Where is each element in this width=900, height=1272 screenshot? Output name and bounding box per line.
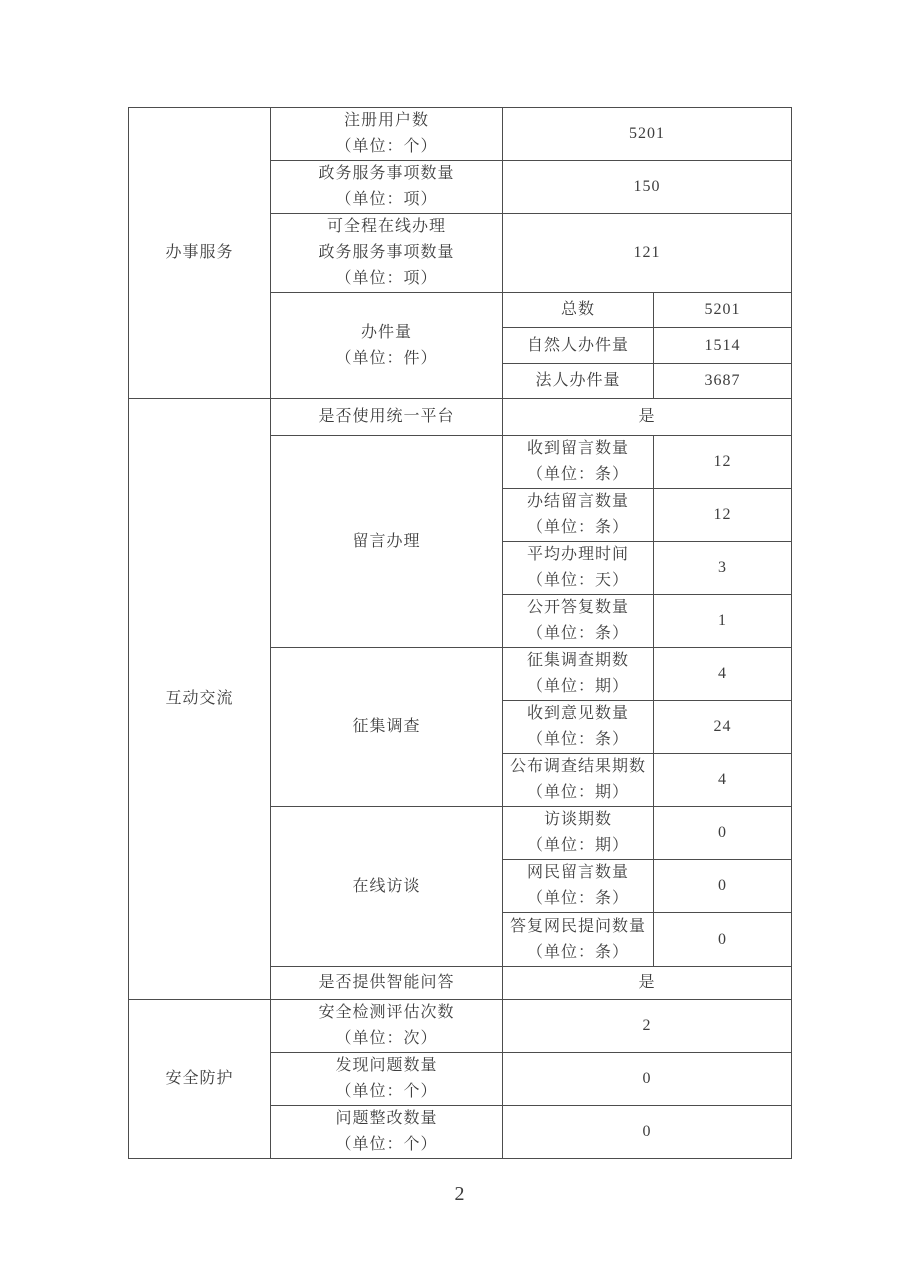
metric-unit: （单位：期）	[526, 784, 629, 801]
metric-cell	[503, 595, 654, 648]
metric-label: 政务服务事项数量	[318, 165, 455, 182]
metric-value: 12	[654, 489, 792, 542]
metric-unit: （单位：个）	[335, 138, 438, 155]
metric-value: 4	[654, 648, 792, 701]
metric-cell	[271, 1000, 503, 1053]
sub-metric-value: 5201	[654, 293, 792, 328]
metric-cell	[271, 214, 503, 293]
sub-metric-label: 自然人办件量	[503, 328, 654, 364]
metric-label: 问题整改数量	[335, 1110, 438, 1127]
section-label-interaction	[129, 399, 271, 1000]
metric-label: 是否使用统一平台	[271, 399, 503, 436]
metric-unit: （单位：期）	[526, 837, 629, 854]
metric-value: 是	[503, 967, 792, 1000]
metric-value: 1	[654, 595, 792, 648]
metric-value: 12	[654, 436, 792, 489]
sub-metric-label: 总数	[503, 293, 654, 328]
metric-unit: （单位：条）	[526, 625, 629, 642]
section-label-text: 办事服务	[165, 244, 234, 261]
metric-label-line2: 政务服务事项数量	[318, 244, 455, 261]
metric-label: 公布调查结果期数	[509, 758, 646, 775]
metric-label: 发现问题数量	[335, 1057, 438, 1074]
metric-value: 是	[503, 399, 792, 436]
metric-value: 0	[654, 860, 792, 913]
metric-label: 公开答复数量	[526, 599, 629, 616]
metric-value: 0	[654, 913, 792, 967]
metric-value: 121	[503, 214, 792, 293]
metric-label: 注册用户数	[343, 112, 429, 129]
table-row	[129, 108, 792, 161]
metric-unit: （单位：次）	[335, 1030, 438, 1047]
metric-value: 3	[654, 542, 792, 595]
metric-value: 0	[654, 807, 792, 860]
metric-cell	[503, 648, 654, 701]
metric-cell	[503, 489, 654, 542]
metric-value: 24	[654, 701, 792, 754]
metric-value: 0	[503, 1106, 792, 1159]
metric-value: 2	[503, 1000, 792, 1053]
metric-cell	[503, 754, 654, 807]
group-label-message-handling: 留言办理	[271, 436, 503, 648]
sub-metric-value: 3687	[654, 364, 792, 399]
metric-cell	[271, 161, 503, 214]
group-unit: （单位：件）	[335, 349, 438, 367]
metric-unit: （单位：项）	[335, 191, 438, 208]
metric-label: 平均办理时间	[526, 546, 629, 563]
metric-cell	[503, 913, 654, 967]
table-row	[129, 1000, 792, 1053]
table-row	[129, 399, 792, 436]
group-label: 办件量	[360, 323, 412, 341]
section-label-text: 互动交流	[165, 690, 234, 707]
metric-label: 是否提供智能问答	[271, 967, 503, 1000]
section-label-security	[129, 1000, 271, 1159]
metric-value: 5201	[503, 108, 792, 161]
sub-metric-label: 法人办件量	[503, 364, 654, 399]
metric-cell	[503, 436, 654, 489]
metric-label: 收到意见数量	[526, 705, 629, 722]
metric-label: 答复网民提问数量	[509, 917, 646, 935]
metric-unit: （单位：条）	[526, 519, 629, 536]
group-label-volume	[271, 293, 503, 399]
metric-cell	[503, 542, 654, 595]
metric-label: 网民留言数量	[526, 864, 629, 881]
group-label-interview: 在线访谈	[271, 807, 503, 967]
metric-value: 0	[503, 1053, 792, 1106]
metric-unit: （单位：个）	[335, 1136, 438, 1153]
metric-unit: （单位：期）	[526, 678, 629, 695]
metric-value: 4	[654, 754, 792, 807]
metric-cell	[271, 108, 503, 161]
group-label-survey: 征集调查	[271, 648, 503, 807]
metric-unit: （单位：条）	[526, 466, 629, 483]
page-number: 2	[454, 1183, 465, 1205]
metric-label: 访谈期数	[543, 811, 612, 828]
report-table	[128, 107, 792, 1159]
metric-label: 可全程在线办理	[326, 218, 446, 235]
section-label-text: 安全防护	[165, 1070, 234, 1087]
metric-label: 收到留言数量	[526, 440, 629, 457]
metric-cell	[503, 807, 654, 860]
metric-value: 150	[503, 161, 792, 214]
sub-metric-value: 1514	[654, 328, 792, 364]
metric-label: 办结留言数量	[526, 493, 629, 510]
metric-label: 征集调查期数	[526, 652, 629, 669]
metric-unit: （单位：条）	[526, 731, 629, 748]
metric-unit: （单位：项）	[335, 270, 438, 287]
metric-cell	[503, 701, 654, 754]
metric-label: 安全检测评估次数	[318, 1004, 455, 1021]
metric-cell	[503, 860, 654, 913]
metric-unit: （单位：条）	[526, 890, 629, 907]
metric-unit: （单位：个）	[335, 1083, 438, 1100]
metric-unit: （单位：天）	[526, 572, 629, 589]
metric-cell	[271, 1106, 503, 1159]
section-label-service	[129, 108, 271, 399]
metric-cell	[271, 1053, 503, 1106]
metric-unit: （单位：条）	[526, 943, 629, 961]
